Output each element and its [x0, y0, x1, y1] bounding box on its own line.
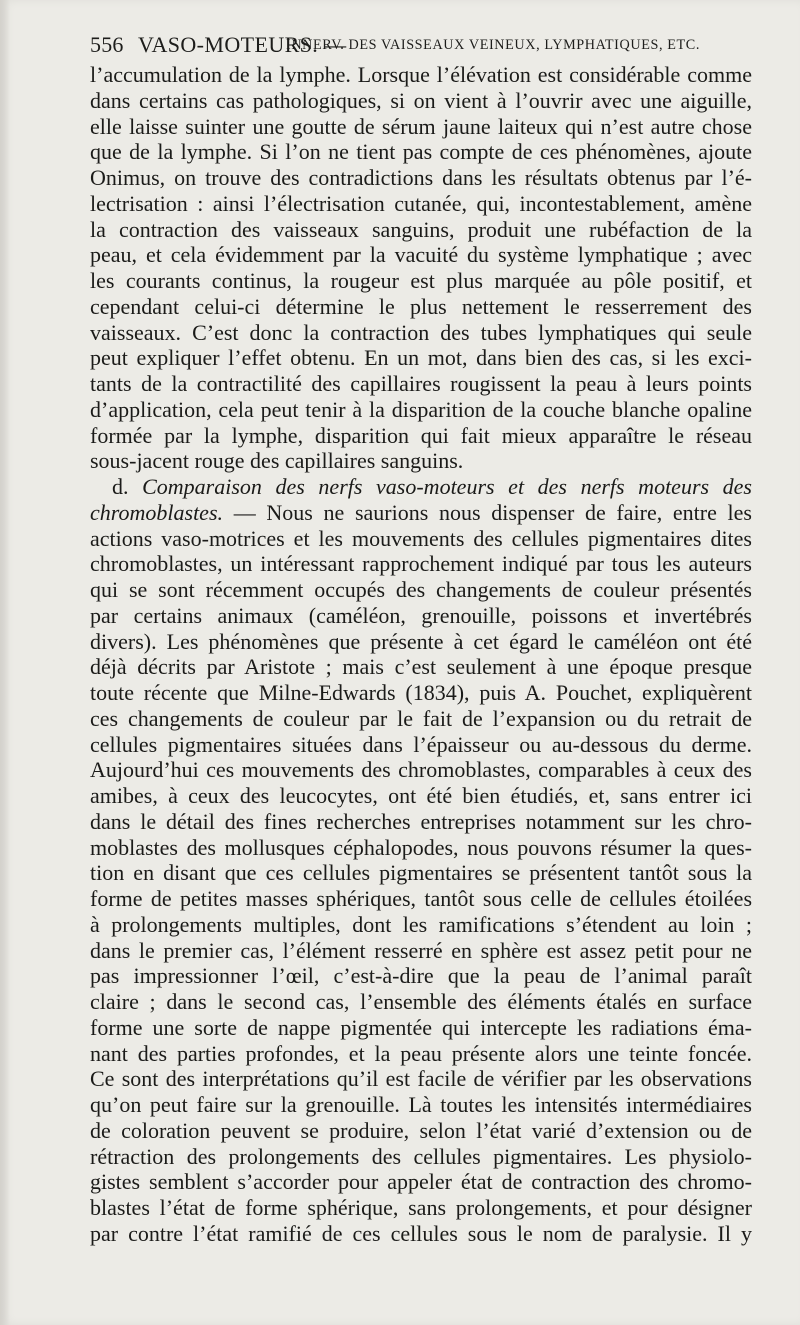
text-line: que de la lymphe. Si l’on ne tient pas compte de ces phénomènes, ajoute: [90, 139, 752, 165]
text-line: divers). Les phénomènes que présente à cet égard le caméléon ont été: [90, 628, 752, 654]
text-line: tants de la contractilité des capillaires rougissent la peau à leurs points: [90, 371, 752, 396]
text-line: la contraction des vaisseaux sanguins, produit une rubéfaction de la: [90, 216, 752, 242]
text-line: peau, et cela évidemment par la vacuité du système lymphatique ; avec: [90, 242, 752, 268]
text-line: ces changements de couleur par le fait de l’expansion ou du retrait de: [90, 705, 752, 731]
body-text: [90, 62, 752, 1247]
text-line: par certains animaux (caméléon, grenouille, poissons et invertébrés: [90, 602, 752, 628]
text-line: Onimus, on trouve des contradictions dans les résultats obtenus par l’é-: [90, 165, 752, 190]
text-line: lectrisation : ainsi l’électrisation cutanée, qui, incontestablement, amène: [90, 190, 752, 216]
binding-shadow: [0, 0, 10, 1325]
running-head: [90, 32, 752, 60]
text-line: d’application, cela peut tenir à la disparition de la couche blanche opaline: [90, 396, 752, 422]
section-heading-line: [90, 474, 752, 500]
text-line: dans le détail des fines recherches entreprises notamment sur les chro-: [90, 808, 752, 834]
text-line: sous-jacent rouge des capillaires sanguins.: [90, 448, 464, 474]
text-line: elle laisse suinter une goutte de sérum jaune laiteux qui n’est autre chose: [90, 113, 752, 139]
text-line: forme de petites masses sphériques, tantôt sous celle de cellules étoilées: [90, 886, 752, 911]
text-line: cellules pigmentaires situées dans l’épaisseur ou au-dessous du derme.: [90, 731, 752, 757]
text-line: pas impressionner l’œil, c’est-à-dire que la peau de l’animal paraît: [90, 963, 752, 989]
section-title-part-2: chromoblastes.: [90, 499, 224, 525]
text-line: cependant celui-ci détermine le plus nettement le resserrement des: [90, 293, 752, 319]
section-text-start: — Nous ne saurions nous dispenser de faire, entre les: [233, 499, 752, 525]
text-line: claire ; dans le second cas, l’ensemble des éléments étalés en surface: [90, 989, 752, 1014]
text-line: forme une sorte de nappe pigmentée qui intercepte les radiations éma-: [90, 1014, 752, 1040]
text-line: moblastes des mollusques céphalopodes, nous pouvons résumer la ques-: [90, 834, 752, 860]
text-line: peut expliquer l’effet obtenu. En un mot, dans bien des cas, si les exci-: [90, 345, 752, 371]
text-line: tion en disant que ces cellules pigmentaires se présentent tantôt sous la: [90, 860, 752, 886]
text-line: les courants continus, la rougeur est plus marquée au pôle positif, et: [90, 268, 752, 293]
text-line: actions vaso-motrices et les mouvements des cellules pigmentaires dites: [90, 525, 752, 551]
text-line: dans certains cas pathologiques, si on vient à l’ouvrir avec une aiguille,: [90, 87, 752, 113]
running-title: VASO-MOTEURS. —: [138, 32, 347, 57]
text-line: amibes, à ceux des leucocytes, ont été bien étudiés, et, sans entrer ici: [90, 783, 752, 808]
page-number: 556: [90, 32, 124, 57]
text-line: toute récente que Milne-Edwards (1834), puis A. Pouchet, expliquèrent: [90, 680, 752, 705]
text-line: de coloration peuvent se produire, selon l’état varié d’extension ou de: [90, 1117, 752, 1143]
text-line: gistes semblent s’accorder pour appeler état de contraction des chromo-: [90, 1169, 752, 1195]
text-line: blastes l’état de forme sphérique, sans prolongements, et pour désigner: [90, 1195, 752, 1220]
text-line: formée par la lymphe, disparition qui fait mieux apparaître le réseau: [90, 422, 752, 448]
text-line: nant des parties profondes, et la peau présente alors une teinte foncée.: [90, 1040, 752, 1066]
text-line: qu’on peut faire sur la grenouille. Là toutes les intensités intermédiaires: [90, 1092, 752, 1117]
text-line: qui se sont récemment occupés des changements de couleur présentés: [90, 577, 752, 602]
text-line: Ce sont des interprétations qu’il est facile de vérifier par les observations: [90, 1066, 752, 1092]
section-label: d.: [112, 474, 129, 499]
text-line: vaisseaux. C’est donc la contraction des tubes lymphatiques qui seule: [90, 319, 752, 345]
text-line: à prolongements multiples, dont les ramifications s’étendent au loin ;: [90, 911, 752, 937]
text-line: Aujourd’hui ces mouvements des chromoblastes, comparables à ceux des: [90, 757, 752, 783]
text-line: l’accumulation de la lymphe. Lorsque l’élévation est considérable comme: [90, 62, 752, 87]
text-line: dans le premier cas, l’élément resserré en sphère est assez petit pour ne: [90, 937, 752, 963]
text-line: déjà décrits par Aristote ; mais c’est seulement à une époque presque: [90, 654, 752, 680]
running-subtitle: INNERV. DES VAISSEAUX VEINEUX, LYMPHATIQUES, ETC.: [286, 37, 700, 53]
text-line: par contre l’état ramifié de ces cellules sous le nom de paralysie. Il y: [90, 1220, 752, 1246]
text-line: chromoblastes, un intéressant rapprochement indiqué par tous les auteurs: [90, 551, 752, 577]
section-title-part-1: Comparaison des nerfs vaso-moteurs et des nerfs moteurs des: [142, 474, 752, 499]
section-heading-line-2: [90, 500, 752, 526]
text-line: rétraction des prolongements des cellules pigmentaires. Les physiolo-: [90, 1143, 752, 1169]
